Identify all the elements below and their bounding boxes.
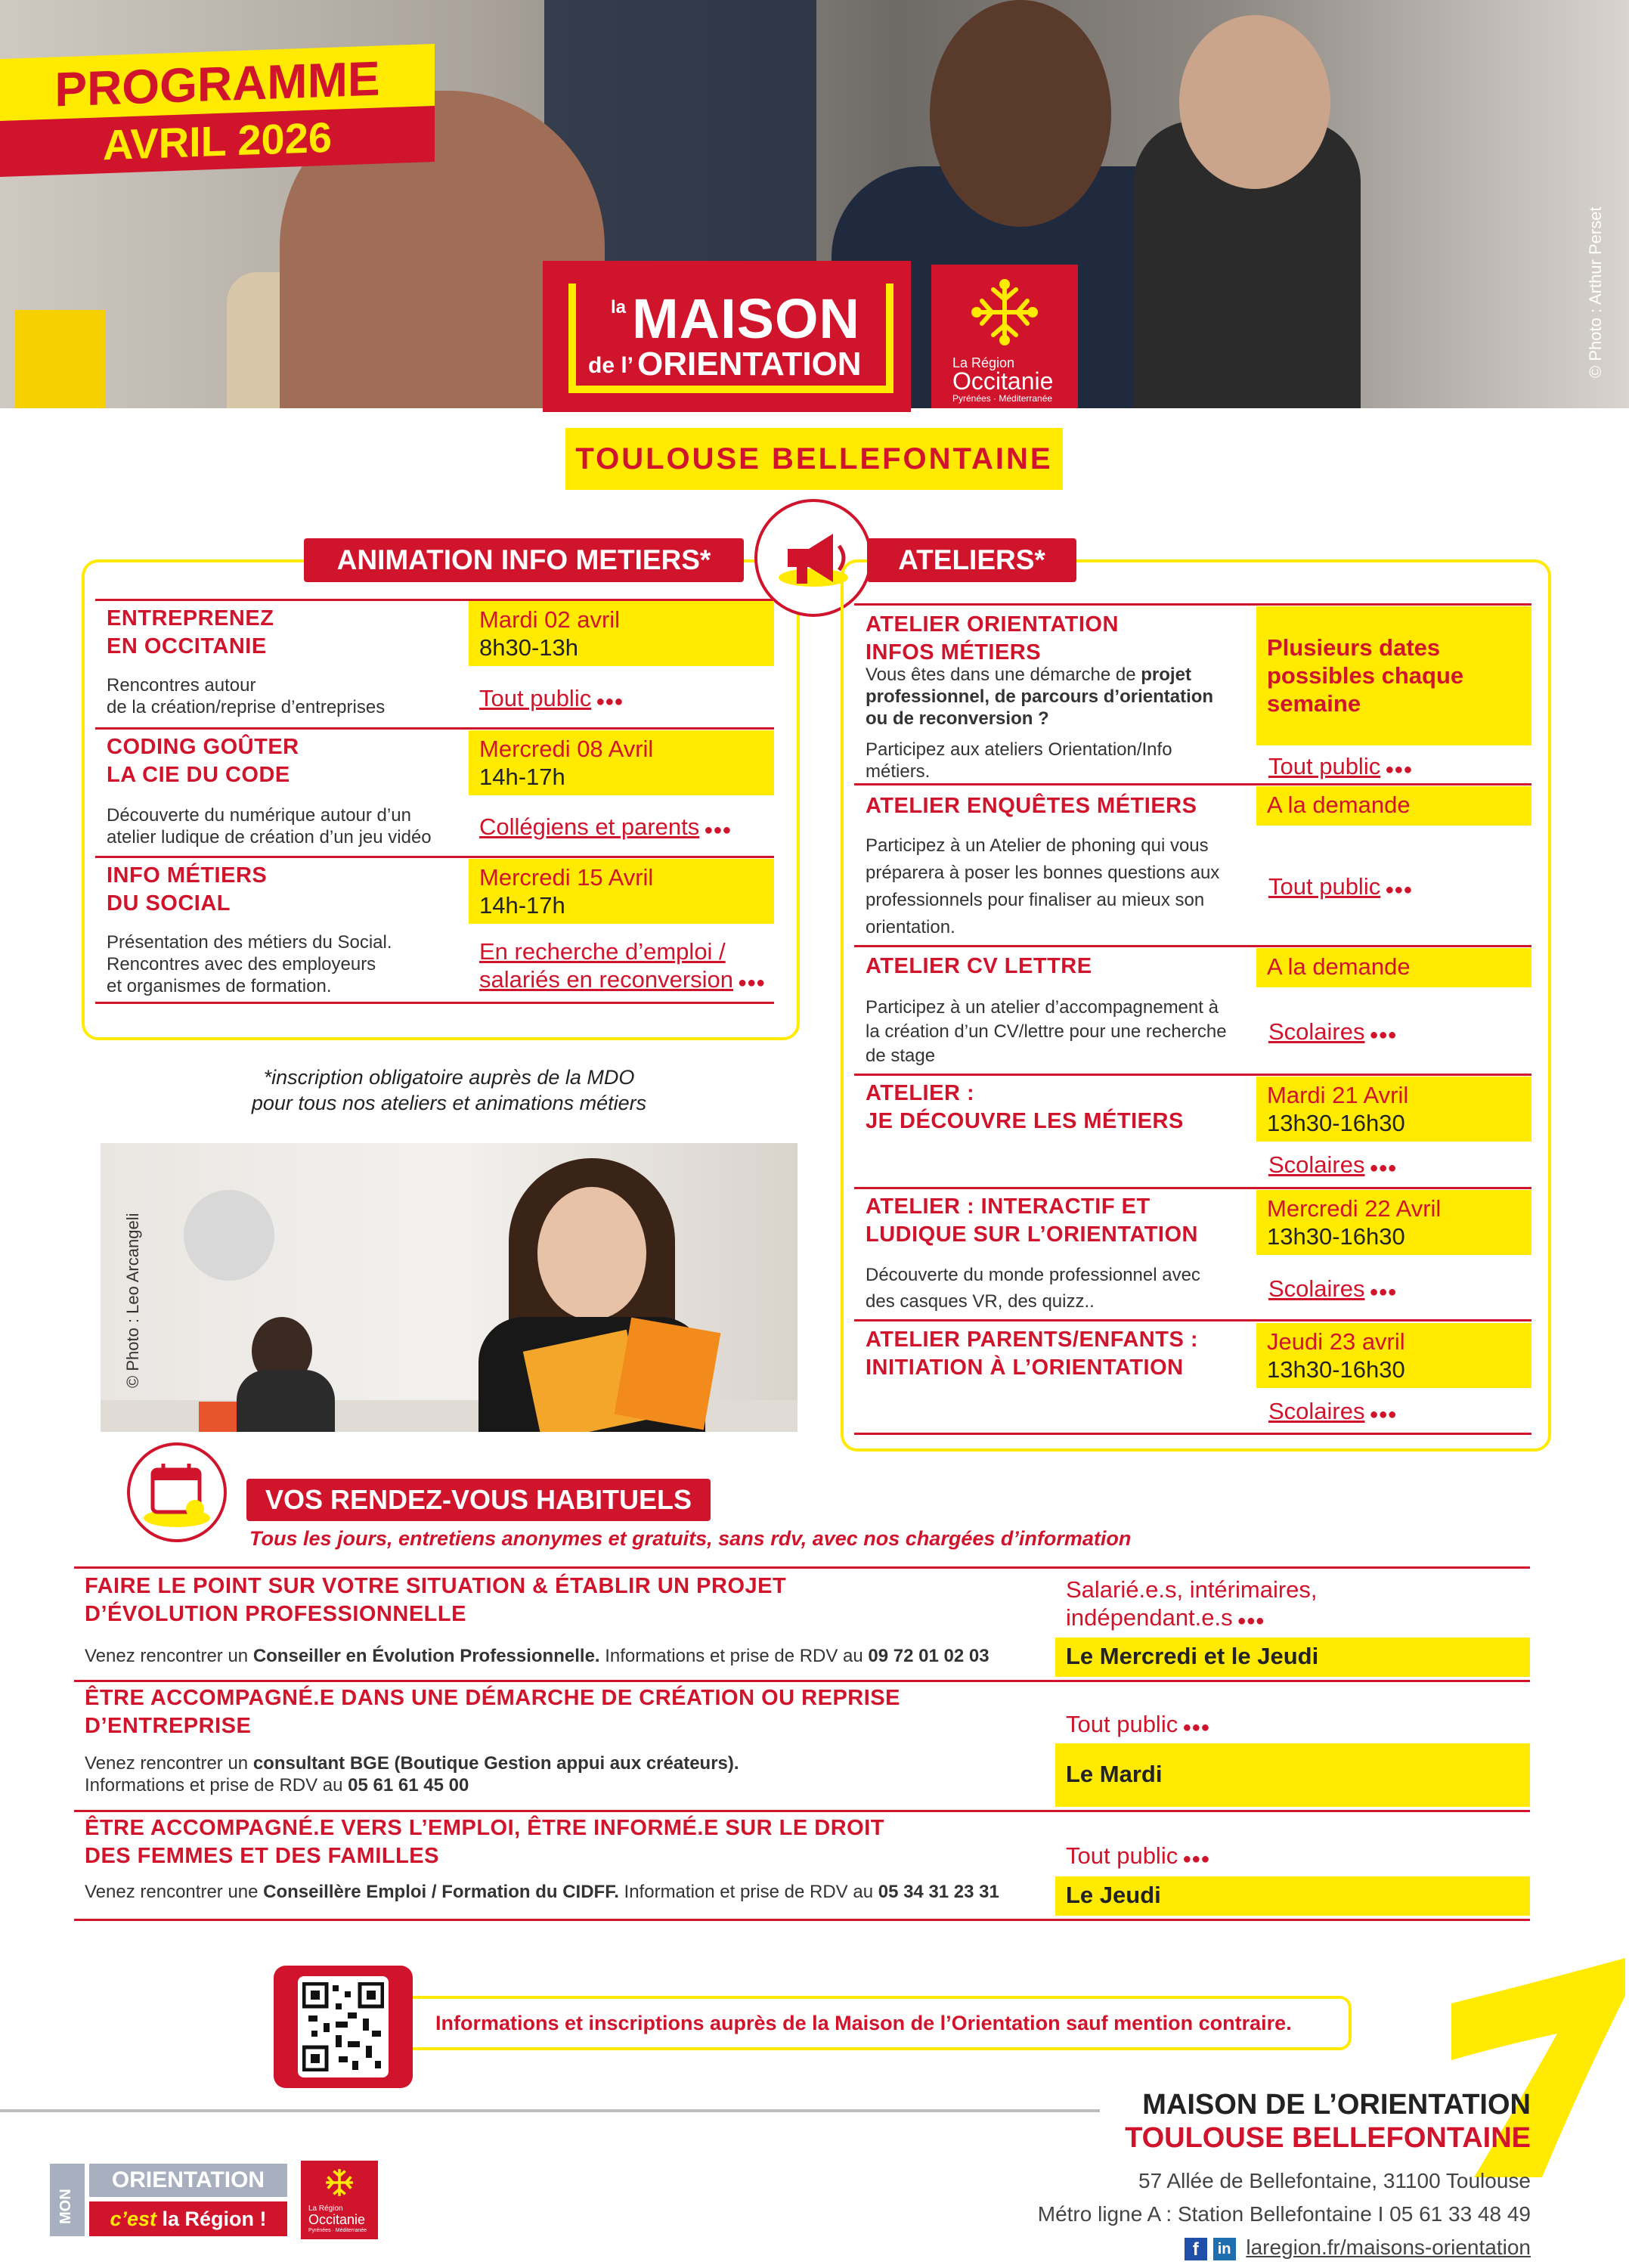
habituel1-title: FAIRE LE POINT SUR VOTRE SITUATION & ÉTABLIR UN PROJET D’ÉVOLUTION PROFESSIONNELLE <box>85 1574 787 1626</box>
habituel3-desc: Venez rencontrer une Conseillère Emploi / Formation du CIDFF. Information et prise de RDV au 05 34 31 23 31 <box>85 1882 999 1902</box>
qr-code-frame[interactable] <box>274 1966 413 2088</box>
atelier4-date: Mardi 21 Avril 13h30-16h30 <box>1256 1077 1531 1142</box>
atelier1-desc: Vous êtes dans une démarche de projet professionnel, de parcours d’orientation ou de reconversion ? Participez aux ateliers Orientation/Info métiers. <box>866 665 1214 782</box>
animation-row1-audience: Tout public ●●● <box>479 685 624 711</box>
footer-links <box>1038 2235 1531 2260</box>
footer-region-name: Occitanie <box>308 2212 366 2227</box>
habituels-subtitle: Tous les jours, entretiens anonymes et gratuits, sans rdv, avec nos chargées d’information <box>249 1527 1132 1550</box>
calendar-icon <box>127 1442 227 1542</box>
region-small: La Région <box>952 355 1015 370</box>
orientation-badge <box>89 2164 287 2197</box>
footer-divider <box>0 2109 1100 2112</box>
atelier2-date: A la demande <box>1256 786 1531 826</box>
habituel2-title: ÊTRE ACCOMPAGNÉ.E DANS UNE DÉMARCHE DE CRÉATION OU REPRISE D’ENTREPRISE <box>85 1686 900 1738</box>
footer-metro: Métro ligne A : Station Bellefontaine I 05 61 33 48 49 <box>1037 2202 1531 2226</box>
workshop-photo-credit: © Photo : Leo Arcangeli <box>123 1213 142 1388</box>
occitan-cross-icon <box>971 278 1039 346</box>
region-sub: Pyrénées · Méditerranée <box>952 393 1053 404</box>
animation-row1-desc: Rencontres autour de la création/reprise d’entreprises <box>107 675 386 717</box>
programme-date: AVRIL 2026 <box>103 113 332 169</box>
animation-row3-audience: En recherche d’emploi / salariés en reconversion ●●● <box>479 938 766 993</box>
footer-name2: TOULOUSE BELLEFONTAINE <box>1125 2122 1531 2154</box>
habituel3-title: ÊTRE ACCOMPAGNÉ.E VERS L’EMPLOI, ÊTRE INFORMÉ.E SUR LE DROIT DES FEMMES ET DES FAMILLES <box>85 1816 884 1868</box>
atelier3-desc: Participez à un atelier d’accompagnement à la création d’un CV/lettre pour une recherche de stage <box>866 997 1227 1066</box>
programme-label: PROGRAMME <box>54 51 380 117</box>
animation-row2-desc: Découverte du numérique autour d’un atelier ludique de création d’un jeu vidéo <box>107 805 432 847</box>
atelier4-title: ATELIER : JE DÉCOUVRE LES MÉTIERS <box>866 1081 1184 1133</box>
ateliers-title: ATELIERS* <box>867 538 1076 582</box>
atelier2-title: ATELIER ENQUÊTES MÉTIERS <box>866 794 1197 818</box>
habituel3-audience: Tout public ●●● <box>1066 1842 1210 1869</box>
habituels-title: VOS RENDEZ-VOUS HABITUELS <box>246 1479 711 1521</box>
animation-row2-date: Mercredi 08 Avril 14h-17h <box>469 730 774 795</box>
workshop-photo <box>101 1143 797 1432</box>
footer-name1: MAISON DE L’ORIENTATION <box>1142 2089 1531 2121</box>
animation-row1-title: ENTREPRENEZ EN OCCITANIE <box>107 606 274 658</box>
linkedin-icon[interactable]: in <box>1213 2238 1236 2260</box>
info-text: Informations et inscriptions auprès de la Maison de l’Orientation sauf mention contraire. <box>435 2012 1292 2034</box>
qr-code-icon <box>302 1982 384 2071</box>
animation-title: ANIMATION INFO METIERS* <box>304 538 744 582</box>
location-label: TOULOUSE BELLEFONTAINE <box>575 442 1053 476</box>
atelier3-date: A la demande <box>1256 948 1531 987</box>
atelier5-title: ATELIER : INTERACTIF ET LUDIQUE SUR L’ORIENTATION <box>866 1194 1198 1247</box>
region-occitanie-logo <box>931 265 1078 408</box>
cest-label: c’est <box>110 2208 156 2230</box>
logo-orientation: ORIENTATION <box>637 345 862 383</box>
footer-region-sub: Pyrénées · Méditerranée <box>308 2228 367 2233</box>
footer-region-small: La Région <box>308 2204 343 2213</box>
facebook-icon[interactable]: f <box>1185 2238 1207 2260</box>
info-box <box>395 1996 1352 2050</box>
habituel1-audience: Salarié.e.s, intérimaires, indépendant.e.s ●●● <box>1066 1576 1318 1631</box>
atelier5-desc: Découverte du monde professionnel avec des casques VR, des quizz.. <box>866 1265 1200 1312</box>
footer-region-logo <box>301 2161 378 2239</box>
habituel1-day: Le Mercredi et le Jeudi <box>1055 1637 1530 1677</box>
maison-orientation-logo <box>543 261 911 412</box>
location-banner <box>565 428 1063 490</box>
animation-row3-desc: Présentation des métiers du Social. Rencontres avec des employeurs et organismes de formation. <box>107 932 392 996</box>
logo-maison: MAISON <box>632 287 860 350</box>
logo-de: de l’ <box>588 353 634 378</box>
cest-badge <box>89 2201 287 2236</box>
atelier1-audience: Tout public ●●● <box>1268 753 1413 779</box>
atelier5-date: Mercredi 22 Avril 13h30-16h30 <box>1256 1190 1531 1255</box>
website-link[interactable]: laregion.fr/maisons-orientation <box>1246 2235 1531 2259</box>
logo-la: la <box>611 297 627 318</box>
footer-address: 57 Allée de Bellefontaine, 31100 Toulouse <box>1138 2169 1531 2192</box>
animation-row3-title: INFO MÉTIERS DU SOCIAL <box>107 863 268 916</box>
atelier4-audience: Scolaires ●●● <box>1268 1151 1397 1178</box>
region-name: Occitanie <box>952 367 1054 395</box>
footer-occitan-cross-icon <box>322 2165 357 2200</box>
habituel2-audience: Tout public ●●● <box>1066 1711 1210 1737</box>
animation-row2-audience: Collégiens et parents ●●● <box>479 813 732 840</box>
animation-row1-date: Mardi 02 avril 8h30-13h <box>469 601 774 666</box>
atelier1-date: Plusieurs dates possibles chaque semaine <box>1256 606 1531 745</box>
habituel3-day: Le Jeudi <box>1055 1876 1530 1916</box>
atelier1-title: ATELIER ORIENTATION INFOS MÉTIERS <box>866 612 1119 665</box>
la-region-label: la Région ! <box>162 2208 267 2230</box>
animation-row3-date: Mercredi 15 Avril 14h-17h <box>469 859 774 924</box>
registration-note: *inscription obligatoire auprès de la MDO pour tous nos ateliers et animations métiers <box>251 1066 647 1114</box>
footer-address-block <box>1038 2088 1531 2260</box>
atelier6-date: Jeudi 23 avril 13h30-16h30 <box>1256 1323 1531 1388</box>
atelier2-audience: Tout public ●●● <box>1268 873 1413 900</box>
photo-credit: © Photo : Arthur Perset <box>1586 206 1605 378</box>
habituel2-desc: Venez rencontrer un consultant BGE (Boutique Gestion appui aux créateurs). Informations et prise de RDV au 05 61 61 45 00 <box>85 1753 739 1796</box>
animation-row2-title: CODING GOÛTER LA CIE DU CODE <box>107 735 299 787</box>
mon-label: MON <box>57 2189 74 2224</box>
atelier6-title: ATELIER PARENTS/ENFANTS : INITIATION À L’ORIENTATION <box>866 1328 1198 1380</box>
atelier3-title: ATELIER CV LETTRE <box>866 954 1092 978</box>
atelier3-audience: Scolaires ●●● <box>1268 1018 1397 1045</box>
atelier5-audience: Scolaires ●●● <box>1268 1275 1397 1302</box>
mon-badge <box>50 2164 85 2236</box>
atelier6-audience: Scolaires ●●● <box>1268 1398 1397 1424</box>
atelier2-desc: Participez à un Atelier de phoning qui vous préparera à poser les bonnes questions aux professionnels pour finaliser au mieux son orientation. <box>866 835 1220 937</box>
habituel2-day: Le Mardi <box>1055 1743 1530 1807</box>
orientation-label: ORIENTATION <box>111 2167 265 2192</box>
habituel1-desc: Venez rencontrer un Conseiller en Évolution Professionnelle. Informations et prise de RDV au 09 72 01 02 03 <box>85 1646 989 1666</box>
